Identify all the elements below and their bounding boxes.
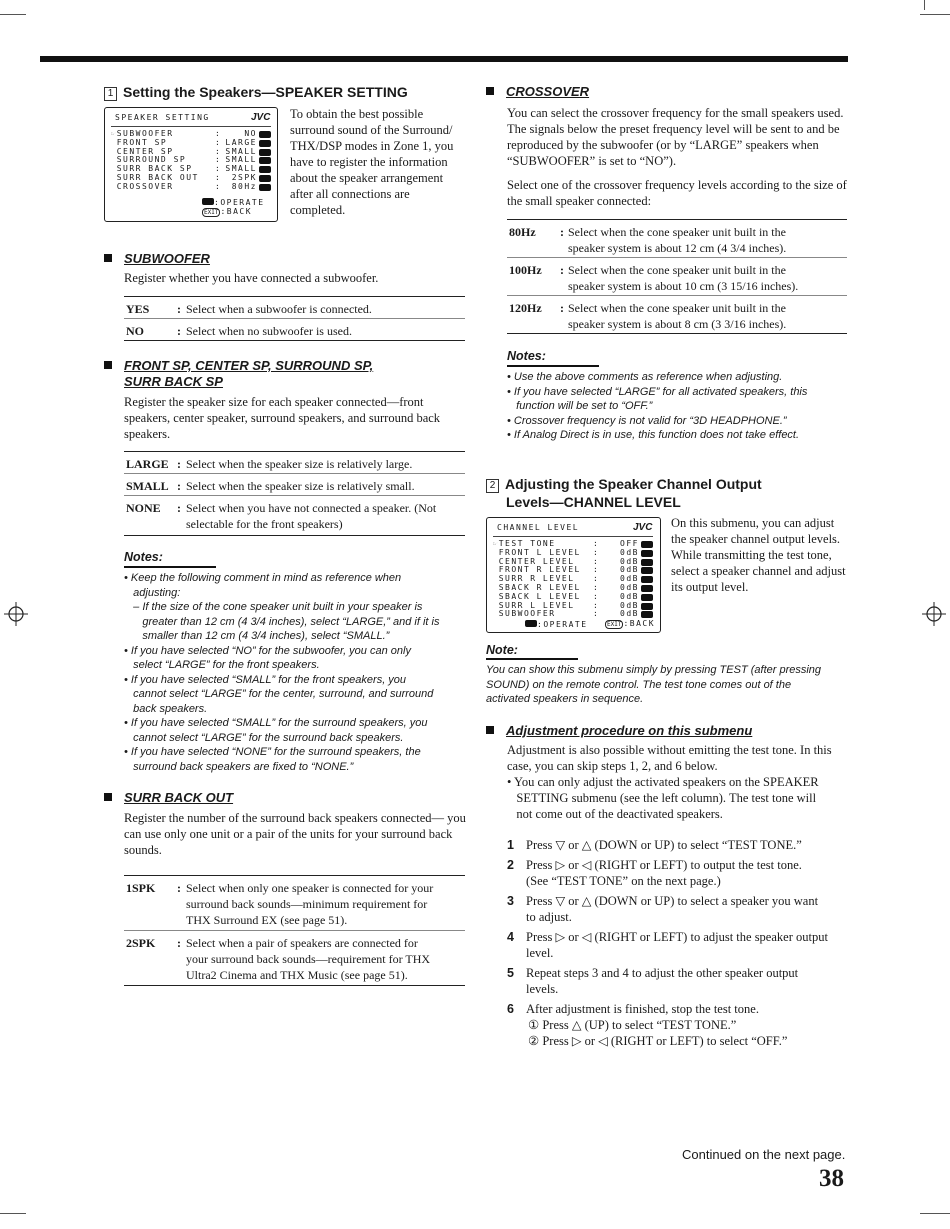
table-row: 80Hz : Select when the cone speaker unit built in the speaker system is about 12 cm (4 3/4 inches). bbox=[509, 225, 787, 255]
left-right-button-icon bbox=[641, 585, 653, 592]
adjustment-bullet bbox=[507, 774, 850, 822]
note-item: • Use the above comments as reference when adjusting. bbox=[507, 371, 783, 383]
step-number: 1 bbox=[507, 838, 514, 852]
note-item: select “LARGE” for the front speakers. bbox=[124, 659, 320, 671]
intro-paragraph: To obtain the best possible surround sound of the Surround/ THX/DSP modes in Zone 1, you have to register the information about the speaker arrangement after all connections are completed. bbox=[290, 107, 454, 217]
bullet-line: • You can only adjust the activated speakers on the SPEAKER bbox=[507, 775, 819, 789]
note-item: back speakers. bbox=[124, 702, 208, 715]
osd-row-label: SURR L LEVEL bbox=[498, 600, 575, 610]
osd-rows bbox=[111, 130, 275, 192]
osd-row-label: TEST TONE bbox=[498, 539, 556, 548]
front-sp-heading-line2: SURR BACK SP bbox=[124, 374, 223, 389]
osd-row-label: CENTER LEVEL bbox=[498, 556, 575, 566]
osd-rows bbox=[493, 540, 657, 619]
left-right-button-icon bbox=[259, 131, 271, 138]
bullet-square-icon bbox=[104, 361, 112, 369]
step-line: levels. bbox=[526, 982, 559, 996]
bullet-square-icon bbox=[104, 254, 112, 262]
osd-back: EXIT :BACK bbox=[204, 207, 253, 216]
step-item bbox=[507, 1001, 850, 1049]
front-sp-text: Register the speaker size for each speaker connected—front speakers, center speaker, surround speakers, and surround back speakers. bbox=[124, 395, 441, 441]
bullet-square-icon bbox=[486, 726, 494, 734]
step-number: 5 bbox=[507, 966, 514, 980]
note-item: cannot select “LARGE” for the center, surround, and surround bbox=[124, 688, 434, 700]
osd-row-colon: : bbox=[215, 181, 222, 191]
note-line: activated speakers in sequence. bbox=[486, 693, 644, 705]
left-right-button-icon bbox=[525, 620, 537, 627]
table-row: 2SPK : Select when a pair of speakers are connected for your surround back sounds—requirement for THX Ultra2 Cinema and THX Music (see page 51). bbox=[124, 930, 465, 985]
left-right-button-icon bbox=[641, 594, 653, 601]
steps-list bbox=[507, 837, 850, 1053]
osd-row-colon: : bbox=[593, 609, 600, 619]
table-row: 1SPK : Select when only one speaker is connected for your surround back sounds—minimum requirement for THX Surround EX (see page 51). bbox=[126, 881, 434, 927]
jvc-logo: JVC bbox=[633, 522, 653, 533]
osd-row-value: LARGE bbox=[225, 137, 257, 147]
step-item bbox=[507, 893, 850, 925]
osd-row-label: SUBWOOFER bbox=[116, 129, 174, 138]
step-line: After adjustment is finished, stop the test tone. bbox=[526, 1002, 759, 1016]
left-right-button-icon bbox=[641, 559, 653, 566]
osd-row-label: SURROUND SP bbox=[116, 155, 187, 165]
note-item: smaller than 12 cm (4 3/4 inches), select “SMALL.” bbox=[124, 630, 390, 642]
bullet-line: not come out of the deactivated speakers. bbox=[507, 807, 723, 821]
osd-row-label: FRONT SP bbox=[116, 137, 168, 147]
osd-divider bbox=[493, 536, 653, 537]
osd-row-label: SURR BACK SP bbox=[116, 164, 193, 174]
osd-row-value: 0dB bbox=[620, 565, 639, 575]
cursor-hand-icon: ☞ bbox=[493, 540, 499, 548]
bullet-square-icon bbox=[104, 793, 112, 801]
step-number: 6 bbox=[507, 1002, 514, 1016]
osd-row-colon: : bbox=[215, 146, 222, 156]
registration-mark-icon bbox=[4, 602, 28, 626]
page-number: 38 bbox=[819, 1165, 844, 1192]
crossover-p1: You can select the crossover frequency for the small speakers used. The signals below the preset frequency level will be sent to and be reproduced by the subwoofer (or by “LARGE” speakers when “SUBWOOFER” is set to “NO”). bbox=[507, 106, 844, 168]
osd-row-value: 0dB bbox=[620, 600, 639, 610]
osd-title: SPEAKER SETTING bbox=[115, 113, 210, 122]
section-heading-channel-level: 2 Adjusting the Speaker Channel Output bbox=[486, 476, 762, 493]
adjustment-text: Adjustment is also possible without emitting the test tone. In this case, you can skip steps 1, 2, and 6 below. bbox=[507, 743, 832, 773]
osd-row-value: SMALL bbox=[225, 155, 257, 165]
note-item: • If you have selected “NO” for the subwoofer, you can only bbox=[124, 644, 411, 657]
note-item: • If you have selected “SMALL” for the surround speakers, you bbox=[124, 717, 428, 729]
osd-row bbox=[111, 183, 275, 192]
table-row: NONE : Select when you have not connected a speaker. (Not selectable for the front speakers) bbox=[124, 495, 465, 535]
registration-mark-icon bbox=[922, 602, 946, 626]
osd-row-colon: : bbox=[215, 155, 222, 165]
cursor-hand-icon: ☞ bbox=[111, 130, 117, 138]
step-line: to adjust. bbox=[526, 910, 572, 924]
osd-row-colon: : bbox=[593, 547, 600, 557]
note-item: • If you have selected “LARGE” for all activated speakers, this bbox=[507, 385, 808, 398]
notes-list bbox=[124, 571, 469, 774]
osd-row-label: SBACK R LEVEL bbox=[498, 582, 581, 592]
crossover-table bbox=[507, 219, 847, 334]
surr-back-out-table bbox=[124, 875, 465, 986]
osd-row-colon: : bbox=[215, 129, 222, 138]
note-item: • If you have selected “SMALL” for the front speakers, you bbox=[124, 673, 407, 686]
step-line: ② Press ▷ or ◁ (RIGHT or LEFT) to select “OFF.” bbox=[528, 1034, 788, 1048]
osd-row-value: SMALL bbox=[225, 146, 257, 156]
crop-mark bbox=[0, 14, 26, 15]
crossover-heading: CROSSOVER bbox=[486, 84, 589, 99]
subwoofer-heading: SUBWOOFER bbox=[104, 251, 210, 266]
osd-row-label: SUBWOOFER bbox=[498, 609, 556, 619]
osd-back: EXIT :BACK bbox=[607, 619, 656, 628]
front-sp-heading: FRONT SP, CENTER SP, SURROUND SP, bbox=[104, 358, 373, 373]
osd-row-colon: : bbox=[215, 137, 222, 147]
step-item bbox=[507, 837, 850, 853]
osd-row-value: 0dB bbox=[620, 591, 639, 601]
osd-row-label: SURR R LEVEL bbox=[498, 574, 575, 584]
crop-mark bbox=[924, 0, 925, 10]
jvc-logo: JVC bbox=[251, 112, 271, 123]
crop-mark bbox=[920, 14, 950, 15]
osd-row-label: FRONT L LEVEL bbox=[498, 547, 581, 557]
left-right-button-icon bbox=[202, 198, 214, 205]
osd-row-value: OFF bbox=[620, 539, 639, 548]
left-right-button-icon bbox=[259, 166, 271, 173]
step-line: Press ▷ or ◁ (RIGHT or LEFT) to output the test tone. bbox=[526, 858, 802, 872]
left-right-button-icon bbox=[259, 175, 271, 182]
left-right-button-icon bbox=[641, 541, 653, 548]
step-line: level. bbox=[526, 946, 554, 960]
step-number-box: 1 bbox=[104, 87, 117, 101]
section-heading-channel-level-line2: Levels—CHANNEL LEVEL bbox=[506, 494, 681, 510]
osd-title: CHANNEL LEVEL bbox=[497, 523, 580, 532]
step-line: (See “TEST TONE” on the next page.) bbox=[526, 874, 721, 888]
crop-mark bbox=[0, 1213, 26, 1214]
table-row: YES : Select when a subwoofer is connected. bbox=[126, 302, 372, 316]
surr-back-out-text: Register the number of the surround back speakers connected— you can use only one unit or a pair of the units for your surround back sounds. bbox=[124, 811, 466, 857]
osd-row-colon: : bbox=[593, 539, 600, 548]
step-line: Press ▷ or ◁ (RIGHT or LEFT) to adjust the speaker output bbox=[526, 930, 828, 944]
osd-row-value: 2SPK bbox=[231, 172, 257, 182]
left-right-button-icon bbox=[641, 611, 653, 618]
note-item: • Keep the following comment in mind as reference when bbox=[124, 572, 402, 584]
step-number: 2 bbox=[507, 858, 514, 872]
step-item bbox=[507, 965, 850, 997]
subwoofer-table bbox=[124, 296, 465, 341]
osd-row-value: 80Hz bbox=[231, 181, 257, 191]
note-item: function will be set to “OFF.” bbox=[507, 400, 653, 412]
osd-row-colon: : bbox=[593, 600, 600, 610]
note-item: cannot select “LARGE” for the surround back speakers. bbox=[124, 731, 404, 744]
note-text bbox=[486, 663, 846, 707]
left-right-button-icon bbox=[259, 140, 271, 147]
osd-row-value: SMALL bbox=[225, 164, 257, 174]
step-item bbox=[507, 929, 850, 961]
note-item: • Crossover frequency is not valid for “3D HEADPHONE.” bbox=[507, 414, 787, 427]
step-item bbox=[507, 857, 850, 889]
osd-row-value: 0dB bbox=[620, 574, 639, 584]
table-row: SMALL : Select when the speaker size is relatively small. bbox=[124, 473, 465, 495]
osd-row-value: 0dB bbox=[620, 547, 639, 557]
osd-row-colon: : bbox=[593, 565, 600, 575]
osd-row-label: SURR BACK OUT bbox=[116, 172, 199, 182]
osd-row-label: FRONT R LEVEL bbox=[498, 565, 581, 575]
osd-row-label: CENTER SP bbox=[116, 146, 174, 156]
notes-underline bbox=[486, 658, 578, 660]
left-right-button-icon bbox=[641, 550, 653, 557]
osd-row bbox=[493, 610, 657, 619]
note-item: – If the size of the cone speaker unit built in your speaker is bbox=[124, 601, 423, 613]
step-line: Repeat steps 3 and 4 to adjust the other speaker output bbox=[526, 966, 799, 980]
exit-button-icon: EXIT bbox=[204, 209, 219, 216]
table-row: NO : Select when no subwoofer is used. bbox=[124, 318, 465, 340]
osd-operate: :OPERATE bbox=[202, 198, 265, 208]
top-rule bbox=[40, 56, 848, 62]
left-right-button-icon bbox=[641, 603, 653, 610]
notes-list bbox=[507, 370, 852, 443]
table-row: 120Hz : Select when the cone speaker unit built in the speaker system is about 8 cm (3 3/16 inches). bbox=[507, 295, 847, 333]
left-right-button-icon bbox=[259, 157, 271, 164]
note-item: surround back speakers are fixed to “NONE.” bbox=[124, 760, 354, 773]
notes-heading: Notes: bbox=[124, 550, 163, 564]
speaker-size-table bbox=[124, 451, 465, 536]
channel-level-intro: On this submenu, you can adjust the speaker channel output levels. While transmitting the test tone, select a speaker channel and adjust its output level. bbox=[671, 516, 846, 594]
osd-row-colon: : bbox=[593, 582, 600, 592]
osd-row-colon: : bbox=[593, 574, 600, 584]
osd-row-colon: : bbox=[215, 164, 222, 174]
osd-operate: :OPERATE bbox=[525, 620, 588, 630]
osd-row-value: 0dB bbox=[620, 556, 639, 566]
osd-row-label: SBACK L LEVEL bbox=[498, 591, 581, 601]
note-heading: Note: bbox=[486, 643, 518, 657]
bullet-line: SETTING submenu (see the left column). The test tone will bbox=[507, 791, 817, 805]
osd-row-colon: : bbox=[593, 591, 600, 601]
osd-row-colon: : bbox=[593, 556, 600, 566]
surr-back-out-heading: SURR BACK OUT bbox=[104, 790, 233, 805]
left-right-button-icon bbox=[259, 149, 271, 156]
subwoofer-text: Register whether you have connected a subwoofer. bbox=[124, 271, 379, 285]
note-item: adjusting: bbox=[124, 586, 181, 599]
left-right-button-icon bbox=[641, 567, 653, 574]
note-line: You can show this submenu simply by pressing TEST (after pressing bbox=[486, 664, 822, 676]
table-row: LARGE : Select when the speaker size is relatively large. bbox=[126, 457, 413, 471]
note-line: SOUND) on the remote control. The test tone comes out of the bbox=[486, 678, 792, 691]
step-number-box: 2 bbox=[486, 479, 499, 493]
osd-row-label: CROSSOVER bbox=[116, 181, 174, 191]
left-right-button-icon bbox=[259, 184, 271, 191]
step-number: 4 bbox=[507, 930, 514, 944]
section-heading-speaker-setting: 1 Setting the Speakers—SPEAKER SETTING bbox=[104, 84, 408, 101]
note-item: • If you have selected “NONE” for the surround speakers, the bbox=[124, 746, 421, 758]
osd-channel-level bbox=[486, 517, 661, 633]
notes-heading: Notes: bbox=[507, 349, 546, 363]
note-item: • If Analog Direct is in use, this function does not take effect. bbox=[507, 429, 800, 441]
osd-row-value: 0dB bbox=[620, 582, 639, 592]
crop-mark bbox=[920, 1213, 950, 1214]
bullet-square-icon bbox=[486, 87, 494, 95]
osd-row-colon: : bbox=[215, 172, 222, 182]
notes-underline bbox=[124, 566, 216, 568]
step-line: Press ▽ or △ (DOWN or UP) to select “TEST TONE.” bbox=[526, 838, 802, 852]
crossover-p2: Select one of the crossover frequency levels according to the size of the small speaker connected: bbox=[507, 178, 847, 208]
osd-divider bbox=[111, 126, 271, 127]
osd-speaker-setting bbox=[104, 107, 278, 222]
osd-row-value: NO bbox=[244, 129, 257, 138]
adjustment-procedure-heading: Adjustment procedure on this submenu bbox=[486, 723, 752, 738]
step-line: ① Press △ (UP) to select “TEST TONE.” bbox=[528, 1018, 737, 1032]
osd-row-value: 0dB bbox=[620, 609, 639, 619]
table-row: 100Hz : Select when the cone speaker unit built in the speaker system is about 10 cm (3 15/16 inches). bbox=[507, 257, 847, 295]
notes-underline bbox=[507, 365, 599, 367]
left-right-button-icon bbox=[641, 576, 653, 583]
exit-button-icon: EXIT bbox=[607, 621, 622, 628]
note-item: greater than 12 cm (4 3/4 inches), select “LARGE,” and if it is bbox=[124, 615, 440, 628]
step-number: 3 bbox=[507, 894, 514, 908]
continued-text: Continued on the next page. bbox=[682, 1147, 846, 1162]
step-line: Press ▽ or △ (DOWN or UP) to select a speaker you want bbox=[526, 894, 819, 908]
